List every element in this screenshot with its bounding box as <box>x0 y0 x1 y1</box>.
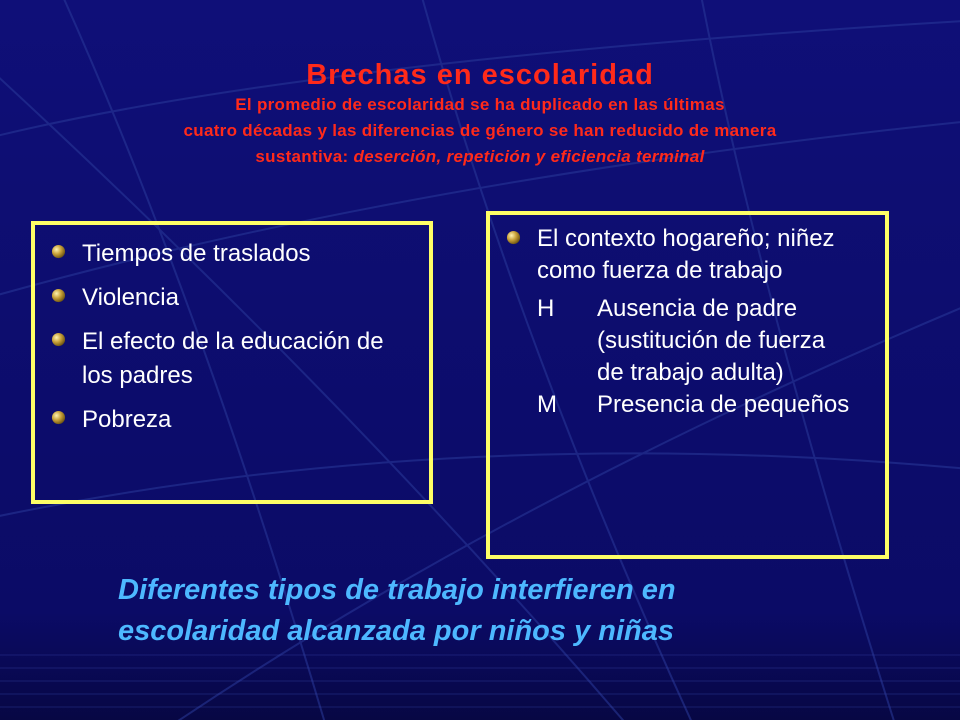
gold-sphere-bullet-icon <box>51 288 66 303</box>
subtitle-emphasis: deserción, repetición y eficiencia terminal <box>353 147 705 166</box>
footer-line-2: escolaridad alcanzada por niños y niñas <box>118 615 675 647</box>
list-item <box>49 281 419 315</box>
list-item-label: El contexto hogareño; niñez como fuerza de trabajo <box>537 225 835 284</box>
footer-line-1: Diferentes tipos de trabajo interfieren en <box>118 574 676 606</box>
sub-item-h <box>504 293 875 389</box>
sub-item-m <box>504 389 875 421</box>
left-factor-list <box>49 237 419 437</box>
list-item-label: Tiempos de traslados <box>82 240 311 267</box>
gold-sphere-bullet-icon <box>51 244 66 259</box>
subtitle-line-3 <box>0 144 960 170</box>
left-factors-box <box>31 221 433 504</box>
subtitle-prefix: sustantiva: <box>255 147 354 166</box>
list-item <box>49 325 419 393</box>
right-context-box <box>486 211 889 559</box>
list-item-label: Violencia <box>82 284 179 311</box>
subtitle-line-2: cuatro décadas y las diferencias de género se han reducido de manera <box>183 121 777 140</box>
list-item <box>49 237 419 271</box>
sub-item-letter: H <box>537 295 555 322</box>
gold-sphere-bullet-icon <box>51 332 66 347</box>
title-block <box>0 58 960 170</box>
subtitle-line-1: El promedio de escolaridad se ha duplicado en las últimas <box>235 95 725 114</box>
list-item <box>504 223 875 287</box>
sub-item-text: Ausencia de padre (sustitución de fuerza de trabajo adulta) <box>597 295 826 386</box>
list-item <box>49 403 419 437</box>
right-context-list <box>504 223 875 287</box>
list-item-label: El efecto de la educación de los padres <box>82 328 384 389</box>
sub-item-text: Presencia de pequeños <box>597 391 850 418</box>
gold-sphere-bullet-icon <box>51 410 66 425</box>
footer-statement <box>118 570 898 652</box>
gold-sphere-bullet-icon <box>506 230 521 245</box>
sub-item-letter: M <box>537 391 557 418</box>
slide-title: Brechas en escolaridad <box>306 59 654 91</box>
list-item-label: Pobreza <box>82 406 172 433</box>
